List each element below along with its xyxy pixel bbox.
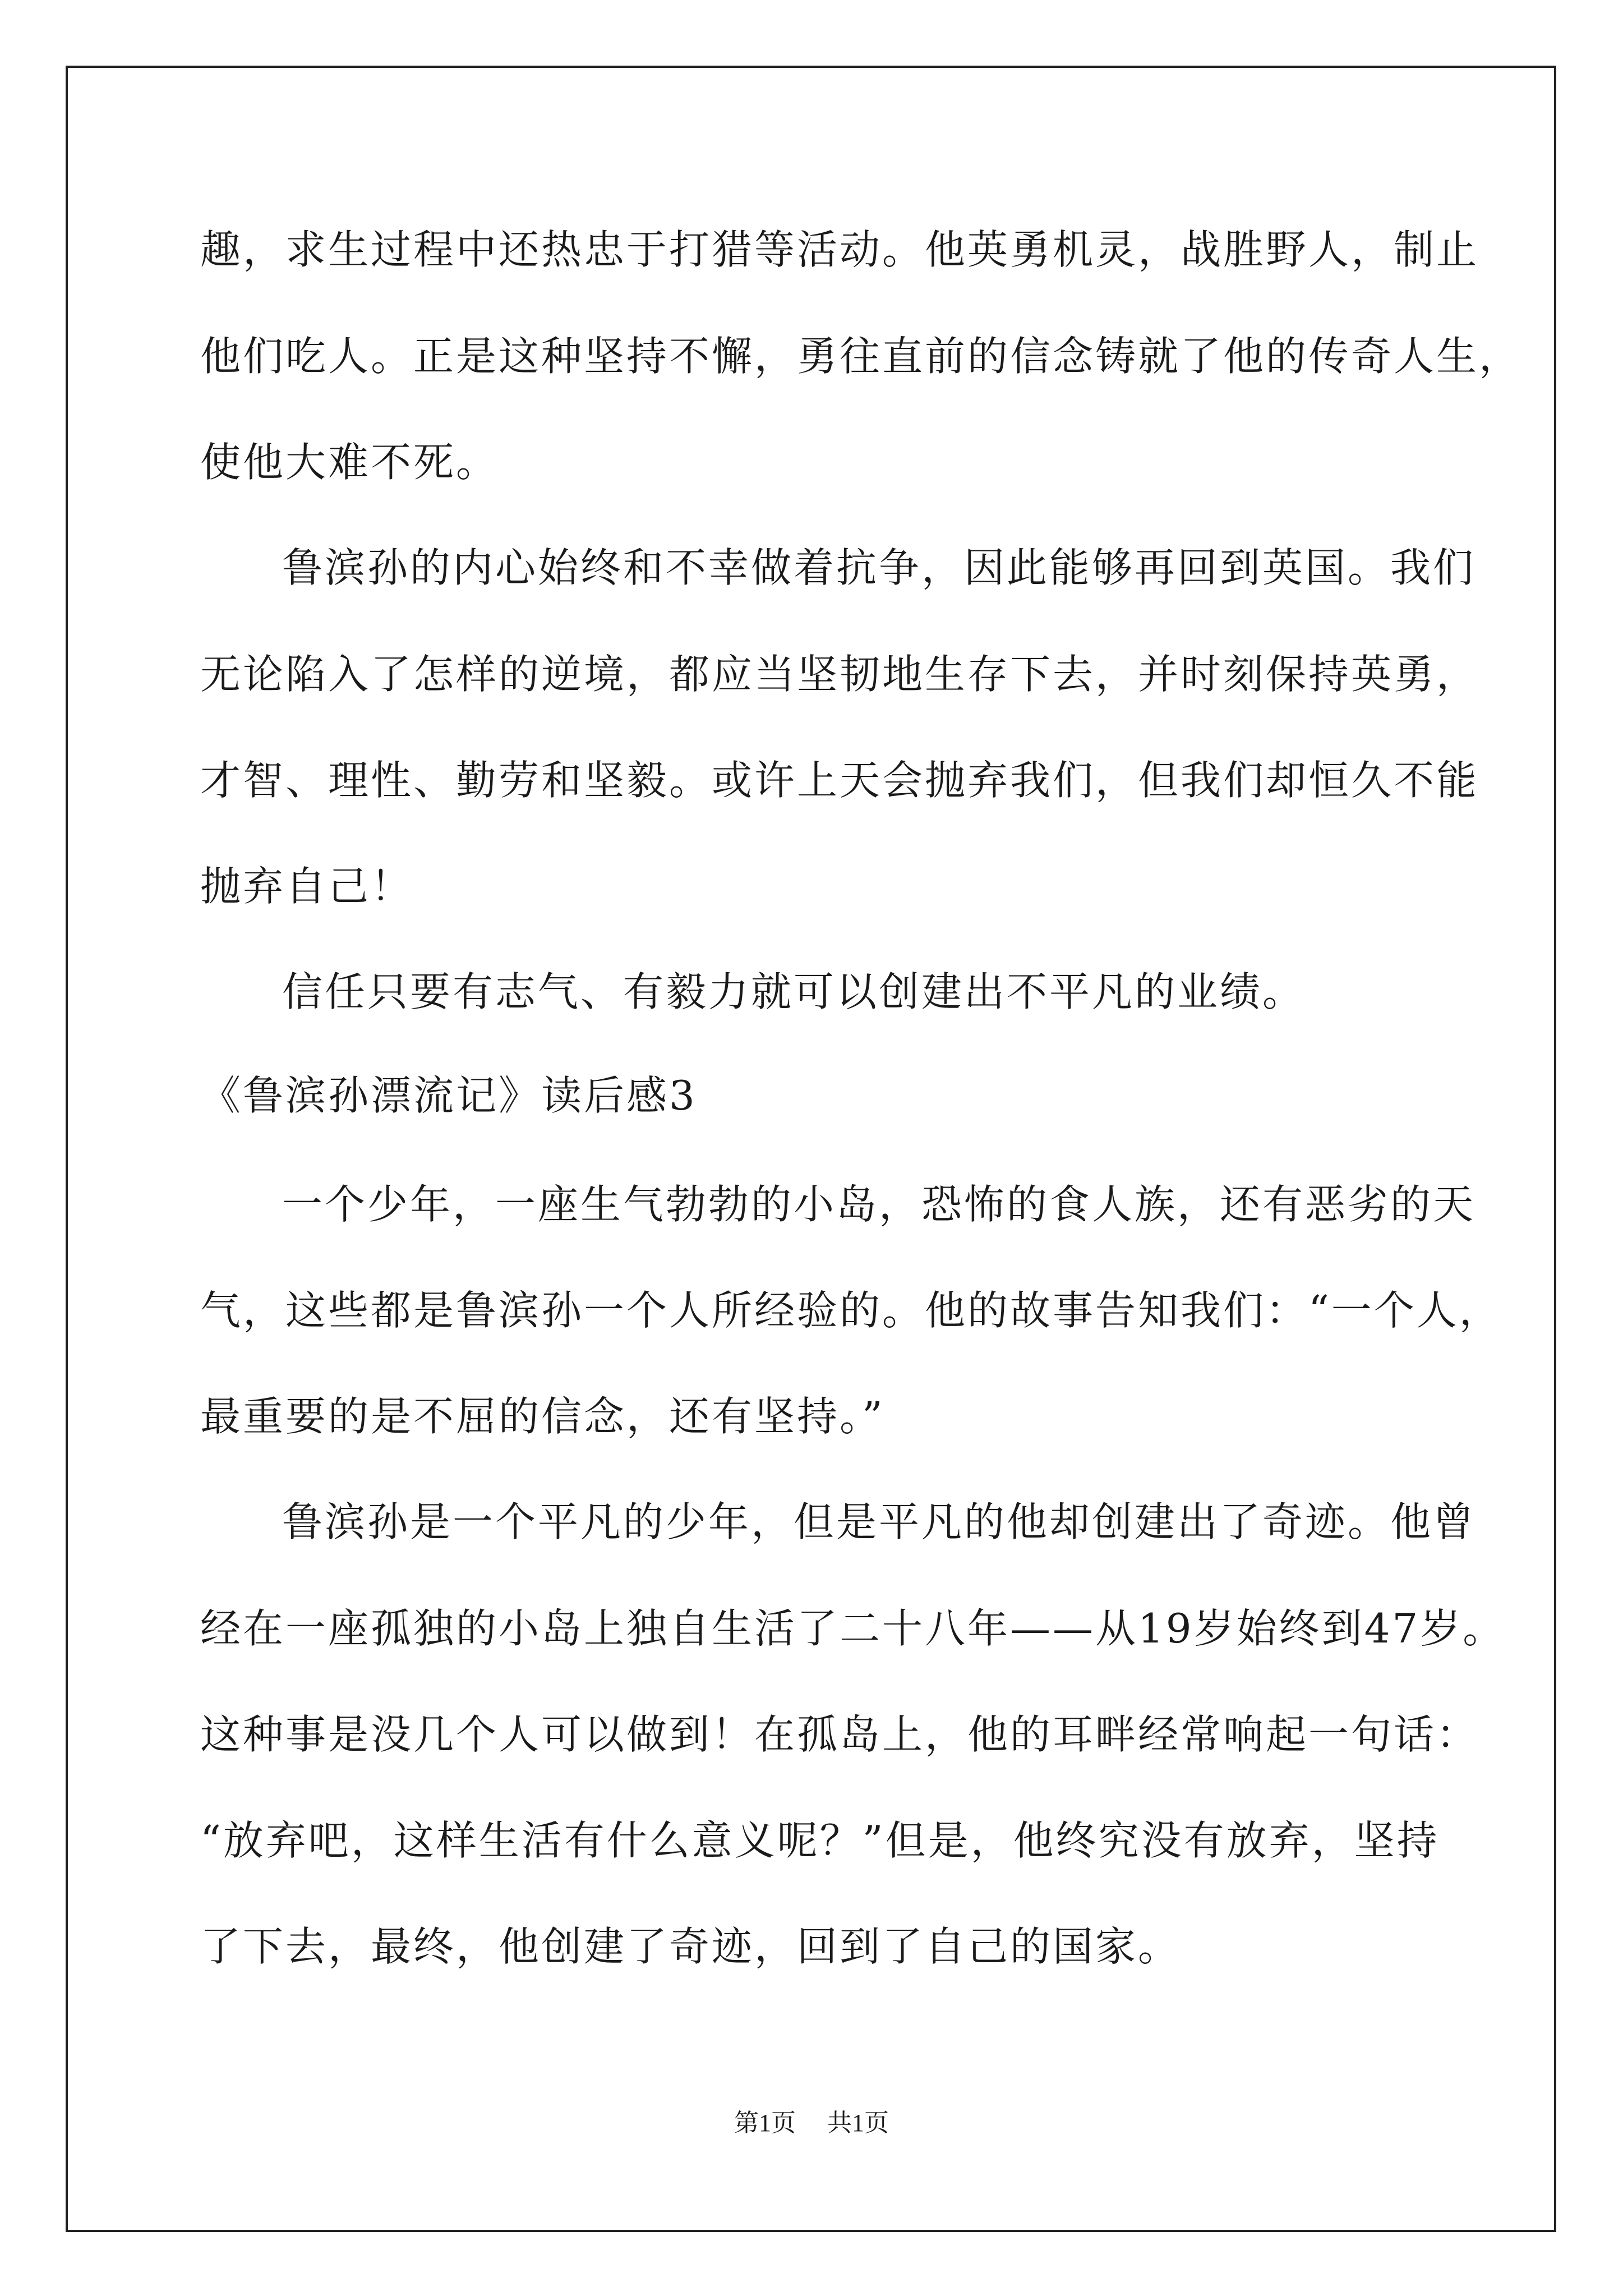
body-line: 最重要的是不屈的信念，还有坚持。” [200, 1393, 885, 1440]
body-line: 趣，求生过程中还热忠于打猎等活动。他英勇机灵，战胜野人，制止 [200, 226, 1479, 273]
page-border [66, 66, 1556, 2232]
body-line: 这种事是没几个人可以做到！在孤岛上，他的耳畔经常响起一句话： [200, 1711, 1479, 1758]
body-line: 一个少年，一座生气勃勃的小岛，恐怖的食人族，还有恶劣的天 [282, 1181, 1476, 1228]
body-line: “放弃吧，这样生活有什么意义呢？”但是，他终究没有放弃，坚持 [200, 1817, 1440, 1864]
body-line: 了下去，最终，他创建了奇迹，回到了自己的国家。 [200, 1923, 1181, 1970]
body-line: 鲁滨孙是一个平凡的少年，但是平凡的他却创建出了奇迹。他曾 [282, 1498, 1476, 1545]
body-line: 他们吃人。正是这种坚持不懈，勇往直前的信念铸就了他的传奇人生， [200, 333, 1522, 380]
body-line: 鲁滨孙的内心始终和不幸做着抗争，因此能够再回到英国。我们 [282, 544, 1476, 591]
body-line: 信任只要有志气、有毅力就可以创建出不平凡的业绩。 [282, 968, 1306, 1015]
body-line: 使他大难不死。 [200, 439, 499, 486]
body-line: 气，这些都是鲁滨孙一个人所经验的。他的故事告知我们：“一个人， [200, 1287, 1502, 1334]
page-total: 共1页 [827, 2109, 889, 2137]
body-line: 无论陷入了怎样的逆境，都应当坚韧地生存下去，并时刻保持英勇， [200, 651, 1479, 698]
body-line: 抛弃自己！ [200, 863, 414, 910]
body-line: 经在一座孤独的小岛上独自生活了二十八年——从19岁始终到47岁。 [200, 1605, 1506, 1652]
section-heading: 《鲁滨孙漂流记》读后感3 [200, 1072, 697, 1119]
body-line: 才智、理性、勤劳和坚毅。或许上天会抛弃我们，但我们却恒久不能 [200, 757, 1479, 804]
page-footer [0, 2106, 1623, 2140]
page-number: 第1页 [734, 2109, 796, 2137]
